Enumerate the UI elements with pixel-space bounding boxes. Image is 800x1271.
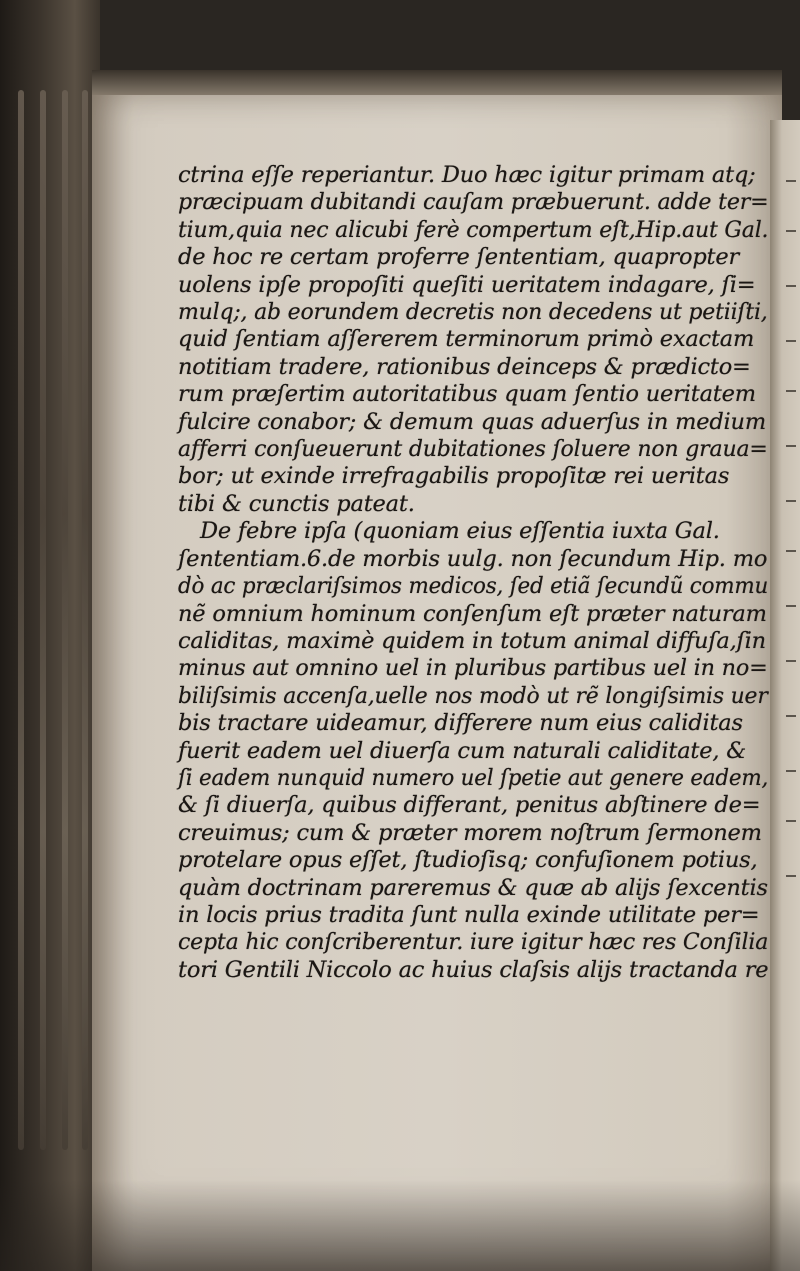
text-line: præcipuam dubitandi cauſam præbuerunt. adde ter= [178,189,769,216]
text-line: de hoc re certam proferre ſententiam, quapropter [178,244,740,271]
text-fragment [786,390,796,392]
text-fragment [786,285,796,287]
text-line: creuimus; cum & præter morem noſtrum ſermonem [178,819,762,846]
text-line: ctrina eſſe reperiantur. Duo hæc igitur primam atq; [178,162,756,188]
text-fragment [786,500,796,502]
text-line: biliſsimis accenſa,uelle nos modò ut rẽ longiſsimis uer [178,682,768,709]
text-line: in locis prius tradita ſunt nulla exinde utilitate per= [178,901,760,928]
text-line: fuerit eadem uel diuerſa cum naturali caliditate, & [178,737,747,764]
text-fragment [786,445,796,447]
text-line: minus aut omnino uel in pluribus partibus uel in no= [178,655,768,682]
text-line: tori Gentili Niccolo ac huius claſsis aliјs tractanda re [178,956,769,983]
binding-edge [18,90,24,1150]
binding-edge [62,90,68,1150]
text-fragment [786,180,796,182]
text-line: notitiam tradere, rationibus deinceps & prædicto= [178,353,751,380]
text-line: dò ac præclariſsimos medicos, ſed etiã ſecundũ commu [178,573,769,600]
text-line: tium,quia nec alicubi ferè compertum eſt,Hip.aut Gal. [178,216,769,243]
text-line: cepta hic conſcriberentur. iure igitur hæc res Conſilia [178,929,769,956]
text-line: quid ſentiam aſſererem terminorum primò exactam [178,326,755,353]
text-line: fulcire conabor; & demum quas aduerſus in medium [178,408,766,435]
text-line: & ſi diuerſa, quibus differant, penitus abſtinere de= [178,792,761,819]
text-fragment [786,660,796,662]
text-line: ſententiam.6.de morbis uulg. non ſecundum Hip. mo [178,545,768,572]
binding-edge [82,90,88,1150]
text-fragment [786,715,796,717]
paragraph-start-line: De febre ipſa (quoniam eius eſſentia iuxta Gal. [200,518,720,545]
text-fragment [786,875,796,877]
text-line: bor; ut exinde irrefragabilis propoſitæ rei ueritas [178,463,730,490]
page-text [178,162,769,984]
text-line: protelare opus eſſet, ſtudioſisq; confuſionem potius, [178,847,758,874]
text-fragment [786,340,796,342]
text-line: uolens ipſe propoſiti queſiti ueritatem indagare, ſi= [178,271,756,298]
text-line: afferri conſueuerunt dubitationes ſoluere non graua= [178,436,768,463]
text-fragment [786,550,796,552]
text-line: rum præſertim autoritatibus quam ſentio ueritatem [178,381,756,408]
adjacent-page-edge [770,120,800,1271]
text-line: nẽ omnium hominum conſenſum eſt præter naturam [178,600,767,627]
text-line: tibi & cunctis pateat. [178,490,415,517]
text-fragment [786,230,796,232]
text-line: mulq;, ab eorundem decretis non decedens ut petiiſti, [178,299,768,326]
text-line: bis tractare uideamur, differere num eius caliditas [178,710,743,737]
book-binding [0,0,100,1271]
text-fragment [786,605,796,607]
text-line: ſi eadem nunquid numero uel ſpetie aut genere eadem, [178,764,769,791]
text-fragment [786,820,796,822]
text-line: quàm doctrinam pareremus & quæ ab aliјs ſexcentis [178,874,768,901]
binding-edge [40,90,46,1150]
text-fragment [786,770,796,772]
text-line: caliditas, maximè quidem in totum animal diffuſa,ſin [178,627,766,654]
